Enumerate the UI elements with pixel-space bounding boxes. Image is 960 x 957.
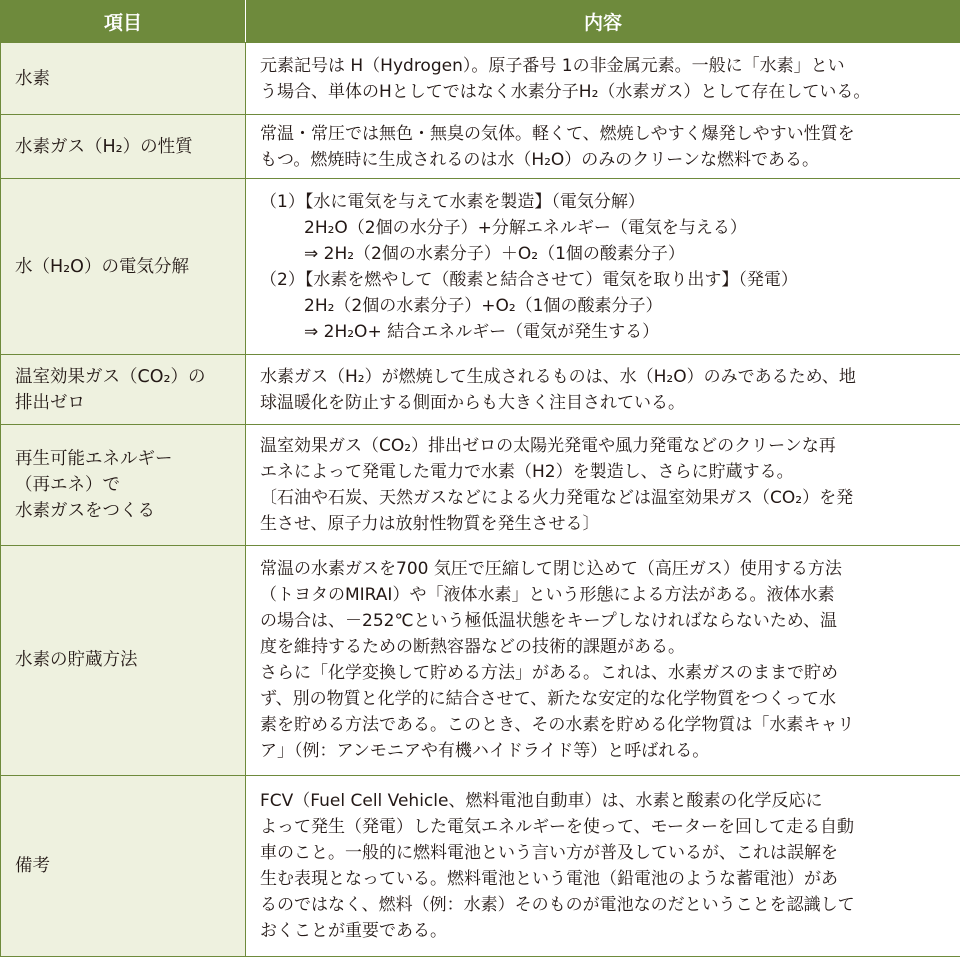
content-line: 水素ガス（H₂）が燃焼して生成されるものは、水（H₂O）のみであるため、地 xyxy=(260,366,856,387)
item-cell xyxy=(1,43,246,115)
content-cell xyxy=(246,355,960,425)
table-row xyxy=(1,355,960,425)
item-cell xyxy=(1,179,246,355)
content-cell xyxy=(246,425,960,545)
content-line: ア」（例：アンモニアや有機ハイドライド等）と呼ばれる。 xyxy=(260,741,710,762)
table-row xyxy=(1,776,960,957)
content-line: 2H₂（2個の水素分子）+O₂（1個の酸素分子） xyxy=(304,295,663,316)
content-line: 2H₂O（2個の水分子）+分解エネルギー（電気を与える） xyxy=(304,217,747,238)
content-line: 〔石油や石炭、天然ガスなどによる火力発電などは温室効果ガス（CO₂）を発 xyxy=(260,487,854,508)
item-cell xyxy=(1,115,246,179)
item-line: 水素の貯蔵方法 xyxy=(15,650,138,671)
content-line: ず、別の物質と化学的に結合させて、新たな安定的な化学物質をつくって水 xyxy=(260,689,836,710)
content-line: 度を維持するための断熱容器などの技術的課題がある。 xyxy=(260,637,685,658)
content-line: の場合は、－252℃という極低温状態をキープしなければならないため、温 xyxy=(260,611,838,632)
table-row xyxy=(1,425,960,545)
content-line: おくことが重要である。 xyxy=(260,921,447,942)
header-content: 内容 xyxy=(246,1,960,43)
content-cell xyxy=(246,179,960,355)
header-item: 項目 xyxy=(1,1,246,43)
table-row xyxy=(1,115,960,179)
content-line: 常温・常圧では無色・無臭の気体。軽くて、燃焼しやすく爆発しやすい性質を xyxy=(260,123,855,144)
content-line: （1）【水に電気を与えて水素を製造】（電気分解） xyxy=(260,191,645,212)
item-cell xyxy=(1,545,246,776)
content-line: 生させ、原子力は放射性物質を発生させる〕 xyxy=(260,513,600,534)
item-line: 排出ゼロ xyxy=(15,392,85,413)
table-row xyxy=(1,545,960,776)
content-line: 常温の水素ガスを700 気圧で圧縮して閉じ込めて（高圧ガス）使用する方法 xyxy=(260,559,842,580)
item-line: 水（H₂O）の電気分解 xyxy=(15,256,189,277)
item-cell xyxy=(1,355,246,425)
item-line: 水素ガス（H₂）の性質 xyxy=(15,136,193,157)
content-line: 素を貯める方法である。このとき、その水素を貯める化学物質は「水素キャリ xyxy=(260,715,855,736)
content-cell xyxy=(246,776,960,957)
content-line: 球温暖化を防止する側面からも大きく注目されている。 xyxy=(260,392,685,413)
content-line: るのではなく、燃料（例：水素）そのものが電池なのだということを認識して xyxy=(260,895,855,916)
content-cell xyxy=(246,545,960,776)
content-cell xyxy=(246,43,960,115)
item-line: 水素ガスをつくる xyxy=(15,500,155,521)
content-cell xyxy=(246,115,960,179)
content-line: 生む表現となっている。燃料電池という電池（鉛電池のような蓄電池）があ xyxy=(260,869,838,890)
content-line: う場合、単体のHとしてではなく水素分子H₂（水素ガス）として存在している。 xyxy=(260,81,871,102)
item-cell xyxy=(1,425,246,545)
content-line: さらに「化学変換して貯める方法」がある。これは、水素ガスのままで貯め xyxy=(260,663,838,684)
content-line: エネによって発電した電力で水素（H2）を製造し、さらに貯蔵する。 xyxy=(260,461,794,482)
table-row xyxy=(1,179,960,355)
item-cell xyxy=(1,776,246,957)
content-line: 車のこと。一般的に燃料電池という言い方が普及しているが、これは誤解を xyxy=(260,843,838,864)
content-line: 元素記号は H（Hydrogen）。原子番号 1の非金属元素。一般に「水素」とい xyxy=(260,55,845,76)
item-line: （再エネ）で xyxy=(15,474,120,495)
content-line: FCV（Fuel Cell Vehicle、燃料電池自動車）は、水素と酸素の化学反応に xyxy=(260,791,823,812)
item-line: 備考 xyxy=(15,856,50,877)
item-line: 再生可能エネルギー xyxy=(15,448,173,469)
content-line: ⇒ 2H₂O+ 結合エネルギー（電気が発生する） xyxy=(304,321,660,342)
table-row xyxy=(1,43,960,115)
content-line: 温室効果ガス（CO₂）排出ゼロの太陽光発電や風力発電などのクリーンな再 xyxy=(260,435,836,456)
content-line: （トヨタのMIRAI）や「液体水素」という形態による方法がある。液体水素 xyxy=(260,585,835,606)
header-row xyxy=(1,1,960,43)
content-line: よって発生（発電）した電気エネルギーを使って、モーターを回して走る自動 xyxy=(260,817,854,838)
content-line: ⇒ 2H₂（2個の水素分子）＋O₂（1個の酸素分子） xyxy=(304,243,685,264)
content-line: もつ。燃焼時に生成されるのは水（H₂O）のみのクリーンな燃料である。 xyxy=(260,149,819,170)
content-line: （2）【水素を燃やして（酸素と結合させて）電気を取り出す】（発電） xyxy=(260,269,798,290)
item-line: 水素 xyxy=(15,68,50,89)
item-line: 温室効果ガス（CO₂）の xyxy=(15,366,206,387)
